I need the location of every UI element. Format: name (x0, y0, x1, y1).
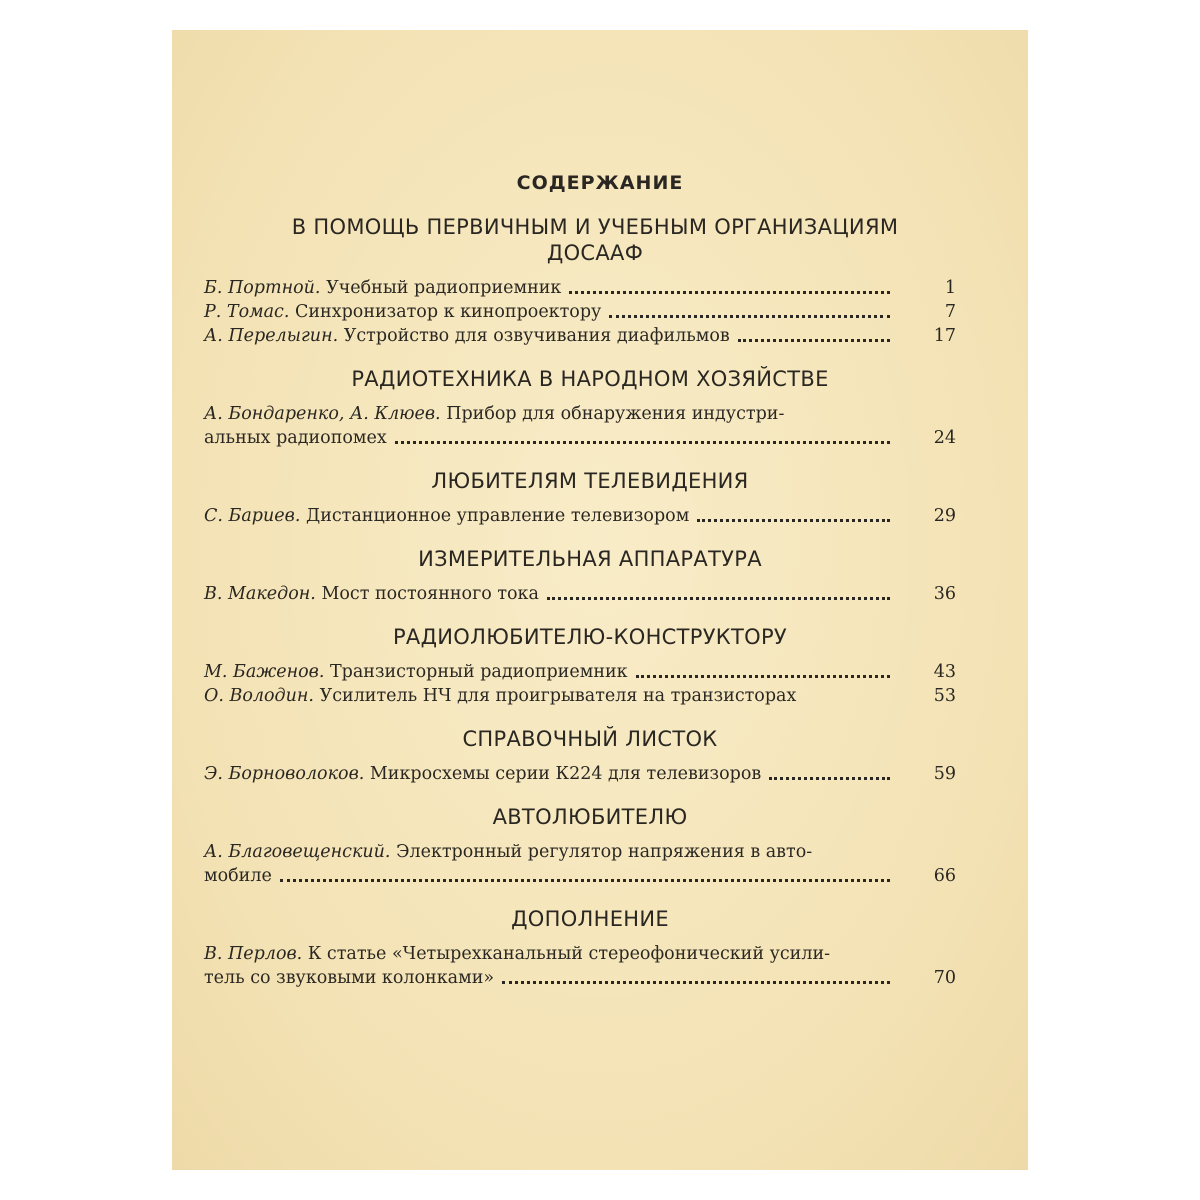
entry-author: М. Баженов. (204, 662, 325, 682)
entry-author: Р. Томас. (204, 302, 290, 322)
entry-title: Мост постоянного тока (321, 584, 539, 604)
toc-entry (204, 582, 956, 606)
entry-title: Усилитель НЧ для проигрывателя на транзисторах (319, 686, 797, 706)
toc-entry (204, 300, 956, 324)
entry-title: Учебный радиоприемник (326, 278, 562, 298)
dot-leader (697, 519, 890, 522)
entry-page: 17 (933, 326, 956, 346)
section-heading: АВТОЛЮБИТЕЛЮ (492, 805, 688, 829)
entry-author: Э. Борноволоков. (204, 764, 365, 784)
toc-section (204, 804, 956, 888)
toc-section (204, 726, 956, 786)
toc-entry (204, 660, 956, 684)
toc-section (204, 366, 956, 450)
section-heading: РАДИОЛЮБИТЕЛЮ-КОНСТРУКТОРУ (392, 625, 788, 649)
toc-entry (204, 402, 956, 450)
entry-title: К статье «Четырехканальный стереофонический усили- (307, 944, 831, 964)
toc-entry (204, 840, 956, 888)
entry-author: В. Македон. (204, 584, 316, 604)
dot-leader (502, 981, 890, 984)
entry-page: 1 (944, 278, 956, 298)
section-heading: В ПОМОЩЬ ПЕРВИЧНЫМ И УЧЕБНЫМ ОРГАНИЗАЦИЯМ ДОСААФ (291, 215, 899, 265)
dot-leader (769, 777, 890, 780)
entry-page: 29 (933, 506, 956, 526)
dot-leader (738, 339, 890, 342)
entry-title: Устройство для озвучивания диафильмов (343, 326, 730, 346)
toc-section (204, 546, 956, 606)
entry-page: 7 (944, 302, 956, 322)
dot-leader (636, 675, 890, 678)
section-heading: ДОПОЛНЕНИЕ (511, 907, 669, 931)
entry-title: Транзисторный радиоприемник (329, 662, 628, 682)
dot-leader (609, 315, 890, 318)
entry-title-continued: мобиле (204, 866, 272, 886)
entry-title-continued: альных радиопомех (204, 428, 387, 448)
section-heading: ЛЮБИТЕЛЯМ ТЕЛЕВИДЕНИЯ (431, 469, 749, 493)
entry-page: 43 (933, 662, 956, 682)
entry-author: А. Бондаренко, А. Клюев. (204, 404, 441, 424)
toc-section (204, 906, 956, 990)
toc-entry (204, 684, 956, 708)
dot-leader (547, 597, 890, 600)
entry-title: Дистанционное управление телевизором (305, 506, 690, 526)
entry-title-continued: тель со звуковыми колонками» (204, 968, 495, 988)
entry-page: 24 (933, 428, 956, 448)
entry-page: 70 (933, 968, 956, 988)
section-heading: ИЗМЕРИТЕЛЬНАЯ АППАРАТУРА (418, 547, 762, 571)
entry-title: Прибор для обнаружения индустри- (446, 404, 785, 424)
book-page (172, 30, 1028, 1170)
entry-author: А. Перелыгин. (204, 326, 339, 346)
toc-entry (204, 762, 956, 786)
toc-section (204, 624, 956, 708)
entry-page: 53 (933, 686, 956, 706)
toc-title: СОДЕРЖАНИЕ (516, 172, 684, 194)
section-heading: РАДИОТЕХНИКА В НАРОДНОМ ХОЗЯЙСТВЕ (351, 367, 829, 391)
entry-page: 36 (933, 584, 956, 604)
table-of-contents (204, 172, 956, 990)
entry-page: 66 (933, 866, 956, 886)
entry-page: 59 (933, 764, 956, 784)
entry-title: Электронный регулятор напряжения в авто- (396, 842, 813, 862)
entry-author: А. Благовещенский. (204, 842, 391, 862)
dot-leader (569, 291, 890, 294)
entry-author: Б. Портной. (204, 278, 321, 298)
dot-leader (280, 879, 890, 882)
entry-author: В. Перлов. (204, 944, 303, 964)
toc-section (204, 468, 956, 528)
entry-title: Синхронизатор к кинопроектору (295, 302, 602, 322)
entry-title: Микросхемы серии К224 для телевизоров (369, 764, 762, 784)
section-heading: СПРАВОЧНЫЙ ЛИСТОК (462, 727, 718, 751)
entry-author: О. Володин. (204, 686, 314, 706)
toc-section (204, 214, 956, 348)
entry-author: С. Бариев. (204, 506, 301, 526)
toc-entry (204, 276, 956, 300)
dot-leader (395, 441, 890, 444)
toc-entry (204, 324, 956, 348)
toc-entry (204, 504, 956, 528)
toc-entry (204, 942, 956, 990)
